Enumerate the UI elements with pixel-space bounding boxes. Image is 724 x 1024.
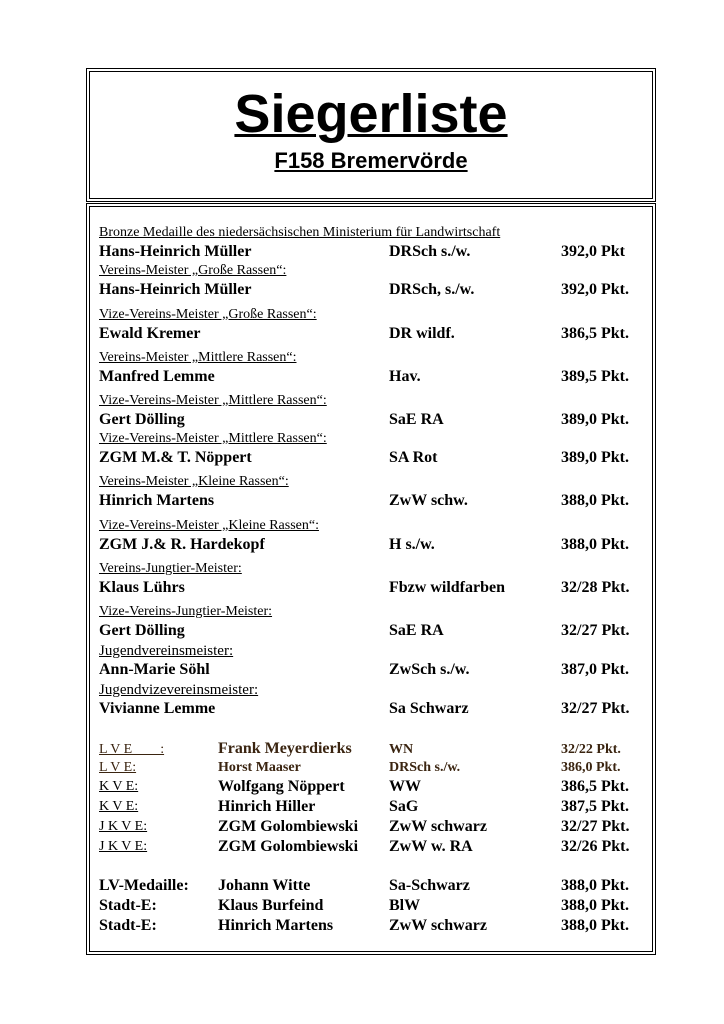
verband-points: 32/22 Pkt. — [561, 742, 621, 757]
award-breed: DRSch, s./w. — [389, 281, 475, 298]
verband-name: Wolfgang Nöppert — [218, 778, 345, 795]
verband-points: 32/26 Pkt. — [561, 838, 630, 855]
verband-breed: WN — [389, 742, 414, 757]
award-name: Ewald Kremer — [99, 325, 201, 342]
award-name: Gert Dölling — [99, 622, 185, 639]
award-name: Manfred Lemme — [99, 368, 215, 385]
award-points: 388,0 Pkt. — [561, 492, 629, 509]
verband-name: Frank Meyerdierks — [218, 740, 352, 757]
verband-label: J K V E: — [99, 819, 148, 834]
sonder-breed: Sa-Schwarz — [389, 877, 470, 894]
award-breed: Hav. — [389, 368, 421, 385]
award-label: Vize-Vereins-Meister „Große Rassen“: — [99, 307, 317, 322]
verband-name: Hinrich Hiller — [218, 798, 316, 815]
award-breed: SaE RA — [389, 411, 444, 428]
award-points: 32/27 Pkt. — [561, 700, 630, 717]
sonder-label: LV-Medaille: — [99, 877, 189, 894]
award-label: Vereins-Meister „Mittlere Rassen“: — [99, 350, 297, 365]
award-label: Bronze Medaille des niedersächsischen Ministerium für Landwirtschaft — [99, 225, 501, 240]
award-breed: H s./w. — [389, 536, 435, 553]
verband-points: 386,0 Pkt. — [561, 760, 621, 775]
sonder-name: Klaus Burfeind — [218, 897, 324, 914]
verband-breed: ZwW w. RA — [389, 838, 473, 855]
sonder-label: Stadt-E: — [99, 897, 157, 914]
verband-points: 387,5 Pkt. — [561, 798, 629, 815]
verband-points: 386,5 Pkt. — [561, 778, 629, 795]
title-box — [86, 68, 656, 202]
verband-name: Horst Maaser — [218, 760, 301, 775]
award-points: 387,0 Pkt. — [561, 661, 629, 678]
verband-label: J K V E: — [99, 839, 148, 854]
award-breed: SaE RA — [389, 622, 444, 639]
verband-label: L V E : — [99, 742, 165, 757]
award-name: Hans-Heinrich Müller — [99, 243, 252, 260]
award-breed: Sa Schwarz — [389, 700, 469, 717]
award-label: Vize-Vereins-Meister „Mittlere Rassen“: — [99, 431, 327, 446]
award-points: 389,5 Pkt. — [561, 368, 629, 385]
sonder-points: 388,0 Pkt. — [561, 877, 629, 894]
award-points: 392,0 Pkt. — [561, 281, 629, 298]
award-breed: SA Rot — [389, 449, 438, 466]
results-box — [86, 203, 656, 955]
award-label: Vize-Vereins-Meister „Kleine Rassen“: — [99, 518, 319, 533]
verband-breed: SaG — [389, 798, 419, 815]
award-name: ZGM M.& T. Nöppert — [99, 449, 252, 466]
award-label: Vereins-Jungtier-Meister: — [99, 561, 242, 576]
award-points: 386,5 Pkt. — [561, 325, 629, 342]
award-name: Ann-Marie Söhl — [99, 661, 210, 678]
verband-label: K V E: — [99, 779, 139, 794]
award-name: Hinrich Martens — [99, 492, 215, 509]
award-breed: Fbzw wildfarben — [389, 579, 505, 596]
award-breed: ZwSch s./w. — [389, 661, 470, 678]
verband-label: K V E: — [99, 799, 139, 814]
sonder-label: Stadt-E: — [99, 917, 157, 934]
award-name: ZGM J.& R. Hardekopf — [99, 536, 265, 553]
award-name: Klaus Lührs — [99, 579, 185, 596]
award-points: 389,0 Pkt. — [561, 411, 629, 428]
sonder-name: Hinrich Martens — [218, 917, 334, 934]
award-label: Vereins-Meister „Große Rassen“: — [99, 263, 287, 278]
award-name: Gert Dölling — [99, 411, 185, 428]
award-breed: DR wildf. — [389, 325, 455, 342]
award-points: 32/28 Pkt. — [561, 579, 630, 596]
award-points: 32/27 Pkt. — [561, 622, 630, 639]
sonder-breed: BlW — [389, 897, 421, 914]
award-points: 388,0 Pkt. — [561, 536, 629, 553]
award-label: Jugendvereinsmeister: — [99, 643, 234, 659]
sonder-breed: ZwW schwarz — [389, 917, 487, 934]
award-label: Vereins-Meister „Kleine Rassen“: — [99, 474, 289, 489]
award-name: Vivianne Lemme — [99, 700, 216, 717]
sonder-points: 388,0 Pkt. — [561, 917, 629, 934]
verband-breed: ZwW schwarz — [389, 818, 487, 835]
sonder-points: 388,0 Pkt. — [561, 897, 629, 914]
award-points: 392,0 Pkt — [561, 243, 625, 260]
verband-points: 32/27 Pkt. — [561, 818, 630, 835]
verband-name: ZGM Golombiewski — [218, 838, 359, 855]
page-title: Siegerliste — [234, 84, 508, 144]
verband-name: ZGM Golombiewski — [218, 818, 359, 835]
sonder-name: Johann Witte — [218, 877, 311, 894]
award-label: Jugendvizevereinsmeister: — [99, 682, 259, 698]
verband-breed: WW — [389, 778, 421, 795]
award-breed: ZwW schw. — [389, 492, 468, 509]
award-label: Vize-Vereins-Jungtier-Meister: — [99, 604, 273, 619]
award-breed: DRSch s./w. — [389, 243, 471, 260]
award-label: Vize-Vereins-Meister „Mittlere Rassen“: — [99, 393, 327, 408]
award-points: 389,0 Pkt. — [561, 449, 629, 466]
award-name: Hans-Heinrich Müller — [99, 281, 252, 298]
verband-breed: DRSch s./w. — [389, 760, 461, 775]
verband-label: L V E: — [99, 760, 137, 775]
page-subtitle: F158 Bremervörde — [274, 148, 468, 173]
